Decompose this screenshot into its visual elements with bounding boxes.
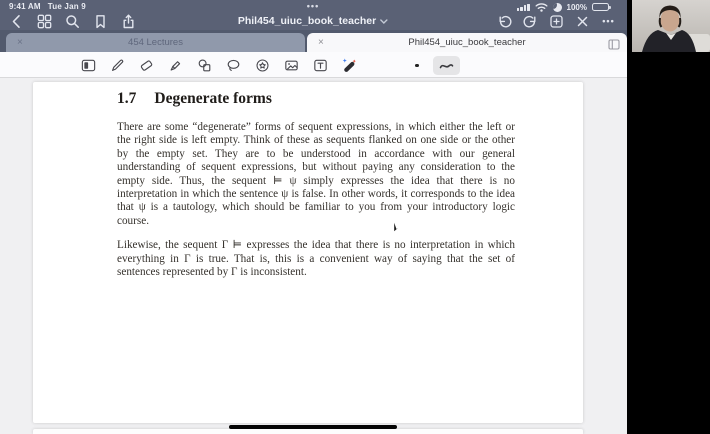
- highlighter-tool-button[interactable]: [166, 56, 184, 74]
- highlighter-icon: [167, 57, 184, 74]
- undo-button[interactable]: [496, 13, 513, 30]
- page-navigator-icon: [80, 57, 97, 74]
- pen-tool-button[interactable]: [108, 56, 126, 74]
- eraser-icon: [138, 57, 155, 74]
- library-button[interactable]: [36, 13, 53, 30]
- lasso-icon: [225, 57, 242, 74]
- nav-bar: [0, 12, 627, 30]
- photo-icon: [283, 57, 300, 74]
- eraser-tool-button[interactable]: [137, 56, 155, 74]
- text-tool-button[interactable]: [311, 56, 329, 74]
- nav-right-actions: [496, 12, 617, 30]
- redo-button[interactable]: [522, 13, 539, 30]
- chevron-down-icon: [380, 19, 388, 24]
- stroke-style-selected-button[interactable]: [433, 56, 460, 75]
- cellular-signal-icon: [517, 3, 530, 11]
- tab-label: Phil454_uiuc_book_teacher: [408, 37, 526, 48]
- page-navigator-button[interactable]: [79, 56, 97, 74]
- document-canvas: [0, 78, 627, 434]
- battery-percent: 100%: [566, 2, 587, 12]
- status-left: [9, 2, 86, 11]
- search-icon: [65, 14, 80, 29]
- tab-454-lectures[interactable]: [6, 33, 305, 52]
- status-date: Tue Jan 9: [47, 2, 86, 11]
- smart-pen-tool-button[interactable]: [340, 56, 358, 74]
- participant-video-thumbnail[interactable]: [632, 0, 710, 52]
- redo-icon: [523, 14, 538, 29]
- stroke-preview-icon: [437, 59, 456, 72]
- multitask-indicator-icon[interactable]: •••: [306, 1, 320, 11]
- shapes-icon: [196, 57, 213, 74]
- share-button[interactable]: [120, 13, 137, 30]
- video-call-sidebar: [627, 0, 710, 434]
- smart-pen-sparkle-icon: [341, 57, 358, 74]
- back-button[interactable]: [8, 13, 25, 30]
- nav-left-actions: [8, 12, 137, 30]
- wifi-icon: [535, 2, 548, 12]
- section-heading: [117, 90, 583, 108]
- search-button[interactable]: [64, 13, 81, 30]
- tab-phil454-book-teacher[interactable]: [307, 33, 627, 52]
- apps-grid-icon: [37, 14, 52, 29]
- top-bar: [0, 0, 627, 30]
- status-time: 9:41 AM: [9, 2, 41, 11]
- back-chevron-icon: [10, 14, 23, 29]
- ink-size-indicator: [415, 64, 419, 68]
- document-title: Phil454_uiuc_book_teacher: [237, 15, 377, 27]
- document-title-menu[interactable]: [238, 12, 388, 30]
- lasso-tool-button[interactable]: [224, 56, 242, 74]
- stickers-tool-button[interactable]: [253, 56, 271, 74]
- section-title: Degenerate forms: [154, 90, 272, 107]
- add-page-button[interactable]: [548, 13, 565, 30]
- home-indicator[interactable]: [229, 425, 397, 429]
- status-icons: [517, 2, 611, 12]
- share-icon: [121, 14, 136, 29]
- close-button[interactable]: [574, 13, 591, 30]
- next-page-edge: [33, 429, 583, 434]
- paragraph: Likewise, the sequent Γ ⊨ expresses the idea that there is no interpretation in which everything in Γ is true. That is, this is a convenient way of saying that the set of sentences represented by Γ is inconsistent.: [117, 239, 515, 279]
- add-page-icon: [549, 14, 564, 29]
- battery-icon: [592, 3, 609, 12]
- close-tab-icon[interactable]: ×: [17, 36, 23, 48]
- bookmark-icon: [93, 14, 108, 29]
- participant-portrait: [632, 0, 710, 52]
- pen-icon: [109, 57, 126, 74]
- close-tab-icon[interactable]: ×: [318, 36, 324, 48]
- section-number: 1.7: [117, 90, 137, 107]
- bookmark-button[interactable]: [92, 13, 109, 30]
- status-bar: [0, 0, 627, 12]
- tab-bar: [0, 30, 627, 52]
- sticker-star-icon: [254, 57, 271, 74]
- pdf-page[interactable]: [33, 82, 583, 423]
- text-icon: [312, 57, 329, 74]
- focus-moon-icon: [553, 3, 562, 12]
- paragraph: There are some “degenerate” forms of sequent expressions, in which either the left or the right side is left empty. Think of these as sequents flanked on one side or the other by the empty set. They are to be understood in accordance with our general understanding of sequent expressions, but without paying any consideration to the empty side. Thus, the sequent ⊨ ψ simply expresses the idea that there is no interpretation in which the sentence ψ is false. In other words, it corresponds to the idea that ψ is a tautology, which should be familiar to you from your introductory logic course.: [117, 121, 515, 227]
- annotation-toolbar: [0, 52, 627, 78]
- undo-icon: [497, 14, 512, 29]
- more-options-button[interactable]: •••: [602, 16, 615, 26]
- close-icon: [576, 15, 589, 28]
- photo-tool-button[interactable]: [282, 56, 300, 74]
- tab-label: 454 Lectures: [128, 37, 183, 48]
- tool-group: [79, 52, 358, 78]
- shapes-tool-button[interactable]: [195, 56, 213, 74]
- pointer-cursor: [393, 222, 401, 232]
